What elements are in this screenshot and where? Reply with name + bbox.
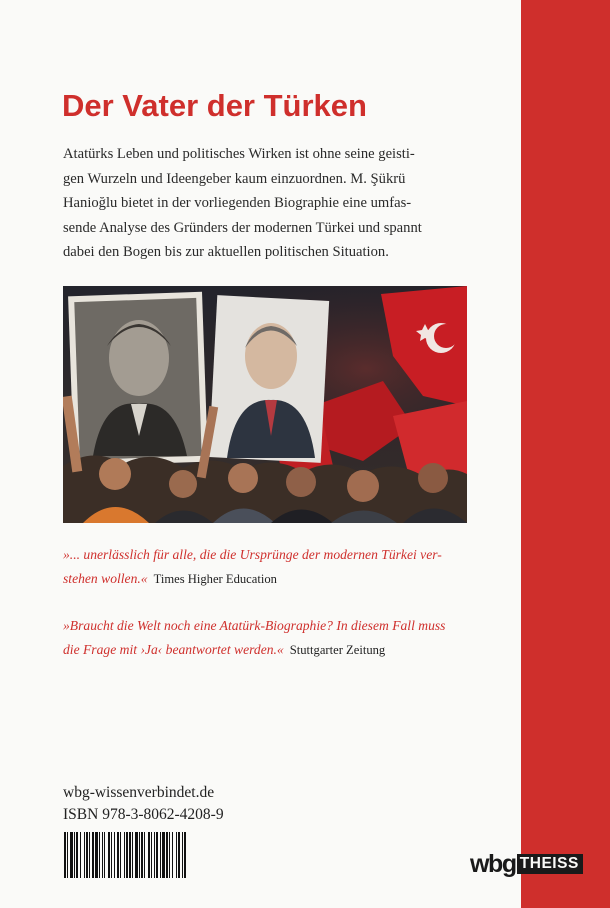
barcode-bar (84, 832, 85, 878)
quote-line: »Braucht die Welt noch eine Atatürk-Biographie? In diesem Fall muss (63, 618, 446, 633)
barcode-bar (114, 832, 115, 878)
blurb-line: sende Analyse des Gründers der modernen Türkei und spannt (63, 219, 422, 236)
barcode-bar (74, 832, 75, 878)
blurb-text (63, 142, 473, 265)
barcode-bar (76, 832, 78, 878)
barcode-bar (80, 832, 81, 878)
barcode-bar (92, 832, 94, 878)
barcode-bar (70, 832, 73, 878)
barcode-bar (176, 832, 177, 878)
crowd-photo-illustration (63, 286, 467, 523)
quote-line: die Frage mit ›Ja‹ beantwortet werden.« (63, 641, 284, 657)
quote-line: stehen wollen.« (63, 570, 148, 586)
barcode-bar (120, 832, 121, 878)
barcode-bar (148, 832, 150, 878)
blurb-line: dabei den Bogen bis zur aktuellen politischen Situation. (63, 244, 389, 261)
review-quote-1 (63, 543, 483, 591)
barcode-bar (129, 832, 131, 878)
barcode-bar (104, 832, 105, 878)
barcode-bar (151, 832, 152, 878)
barcode-bar (135, 832, 138, 878)
barcode-bar (102, 832, 103, 878)
quote-line-with-source (63, 638, 483, 663)
barcode-bar (172, 832, 173, 878)
blurb-line: Atatürks Leben und politisches Wirken ist ohne seine geisti- (63, 146, 415, 162)
barcode-bar (95, 832, 98, 878)
quote-source: Times Higher Education (153, 571, 277, 586)
barcode-bar (139, 832, 140, 878)
publisher-website: wbg-wissenverbindet.de (63, 784, 215, 801)
barcode-bar (178, 832, 180, 878)
barcode-bar (154, 832, 155, 878)
barcode-bar (162, 832, 165, 878)
isbn-number: ISBN 978-3-8062-4208-9 (63, 806, 224, 823)
barcode-bar (89, 832, 90, 878)
barcode-bar (169, 832, 170, 878)
barcode-bar (182, 832, 183, 878)
blurb-line: Hanioğlu bietet in der vorliegenden Biographie eine umfas- (63, 195, 412, 212)
barcode-bar (117, 832, 119, 878)
barcode-bar (132, 832, 133, 878)
barcode-bar (99, 832, 100, 878)
red-spine-band (521, 0, 610, 908)
cover-photo (63, 286, 467, 523)
barcode-bar (141, 832, 143, 878)
barcode-bar (160, 832, 161, 878)
barcode-bar (111, 832, 112, 878)
blurb-line: gen Wurzeln und Ideengeber kaum einzuordnen. M. Şükrü (63, 170, 406, 187)
barcode-bar (156, 832, 158, 878)
logo-imprint-text: THEISS (517, 854, 583, 874)
quote-source: Stuttgarter Zeitung (289, 642, 386, 657)
publisher-logo (470, 847, 583, 877)
quote-line: »... unerlässlich für alle, die die Ursprünge der modernen Türkei ver- (63, 547, 442, 562)
barcode-bar (108, 832, 110, 878)
barcode-bar (166, 832, 168, 878)
barcode-bar (126, 832, 128, 878)
barcode-bar (184, 832, 186, 878)
barcode-bar (124, 832, 125, 878)
barcode-bar (144, 832, 145, 878)
isbn-barcode (64, 832, 240, 878)
review-quote-2 (63, 614, 483, 662)
barcode-bar (64, 832, 66, 878)
book-title: Der Vater der Türken (62, 88, 367, 123)
barcode-bar (86, 832, 88, 878)
quote-line-with-source (63, 567, 483, 592)
barcode-bar (67, 832, 68, 878)
logo-wbg-text: wbg (470, 850, 516, 878)
